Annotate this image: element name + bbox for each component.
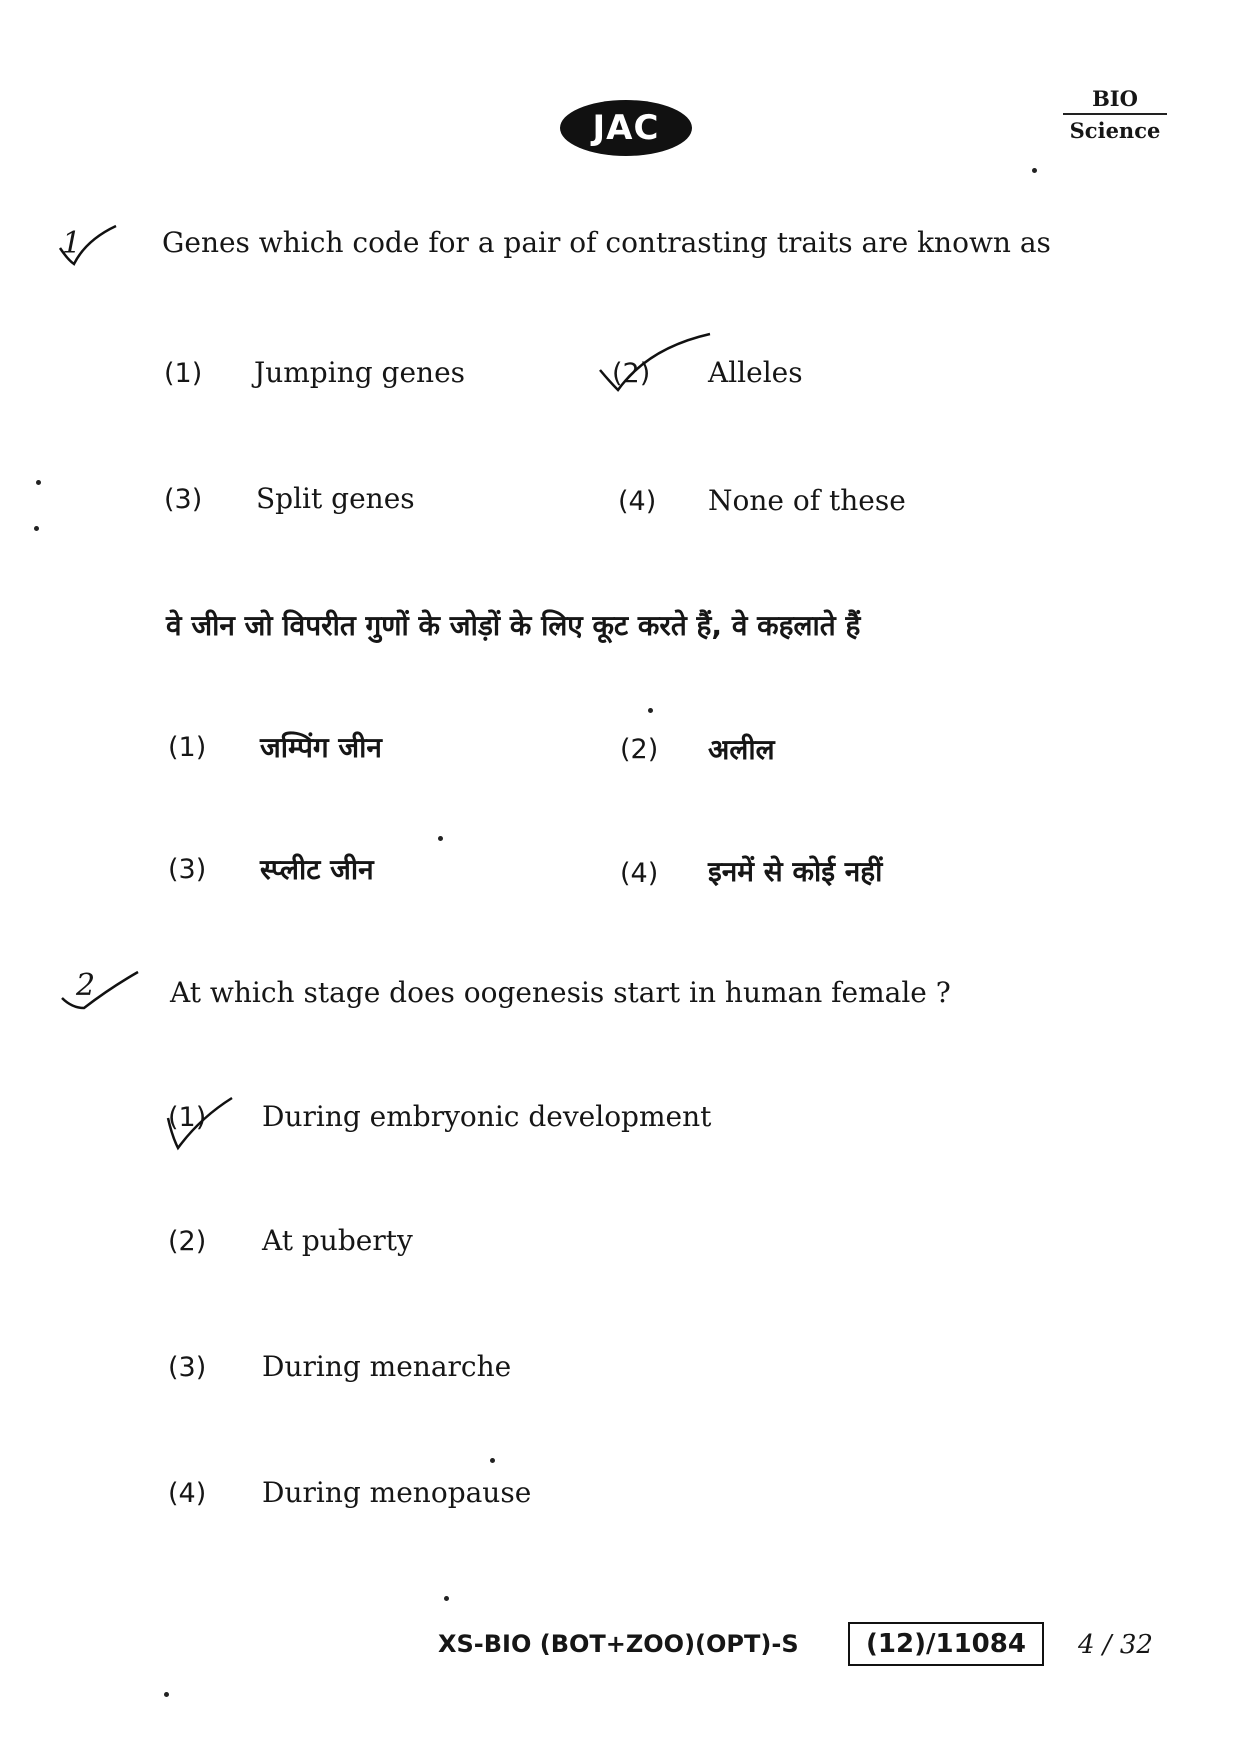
q1-option1-text: Jumping genes (254, 356, 466, 389)
q2-option1-text: During embryonic development (262, 1100, 712, 1133)
paper-code: XS-BIO (BOT+ZOO)(OPT)-S (438, 1630, 799, 1658)
page-number: 4 / 32 (1078, 1630, 1153, 1660)
jac-logo-text: JAC (592, 108, 660, 148)
paper-serial-box (848, 1622, 1044, 1666)
stray-dot (36, 480, 41, 485)
q2-option3-number: (3) (168, 1352, 207, 1383)
q1-option2-text: Alleles (708, 356, 803, 389)
q1-option2-check-mark (596, 330, 716, 396)
stray-dot (438, 836, 443, 841)
stray-dot (34, 526, 39, 531)
subject-label (1060, 86, 1170, 143)
q1-option1-number: (1) (164, 358, 203, 389)
question2-text: At which stage does oogenesis start in human female ? (170, 976, 951, 1009)
question1-text-hindi: वे जीन जो विपरीत गुणों के जोड़ों के लिए कूट करते हैं, वे कहलाते हैं (166, 609, 861, 642)
q1-hindi-option4-number: (4) (620, 858, 659, 889)
q1-hindi-option1-text: जम्पिंग जीन (260, 731, 382, 764)
q2-option2-text: At puberty (262, 1224, 413, 1257)
q2-option3-text: During menarche (262, 1350, 512, 1383)
q2-option2-number: (2) (168, 1226, 207, 1257)
q1-option4-number: (4) (618, 486, 657, 517)
stray-dot (490, 1458, 495, 1463)
q1-hindi-option3-text: स्प्लीट जीन (260, 853, 374, 886)
subject-name: Science (1069, 118, 1161, 143)
q1-hindi-option4-text: इनमें से कोई नहीं (708, 855, 883, 888)
q1-option3-text: Split genes (256, 482, 415, 515)
q1-option4-text: None of these (708, 484, 906, 517)
stray-dot (1032, 168, 1037, 173)
q2-option1-number: (1) (168, 1102, 207, 1133)
jac-logo-badge (560, 100, 692, 156)
q1-hindi-option2-text: अलील (708, 733, 775, 766)
stray-dot (444, 1596, 449, 1601)
q1-option2-number: (2) (612, 358, 651, 389)
q1-hindi-option2-number: (2) (620, 734, 659, 765)
question1-text: Genes which code for a pair of contrasting traits are known as (162, 226, 1051, 259)
q1-hindi-option1-number: (1) (168, 732, 207, 763)
q2-option4-text: During menopause (262, 1476, 532, 1509)
q2-option1-check-mark (164, 1096, 236, 1152)
stray-dot (164, 1692, 169, 1697)
q2-option4-number: (4) (168, 1478, 207, 1509)
q1-hindi-option3-number: (3) (168, 854, 207, 885)
stray-dot (648, 708, 653, 713)
q1-option3-number: (3) (164, 484, 203, 515)
subject-code: BIO (1063, 86, 1167, 115)
paper-serial: (12)/11084 (866, 1629, 1026, 1659)
